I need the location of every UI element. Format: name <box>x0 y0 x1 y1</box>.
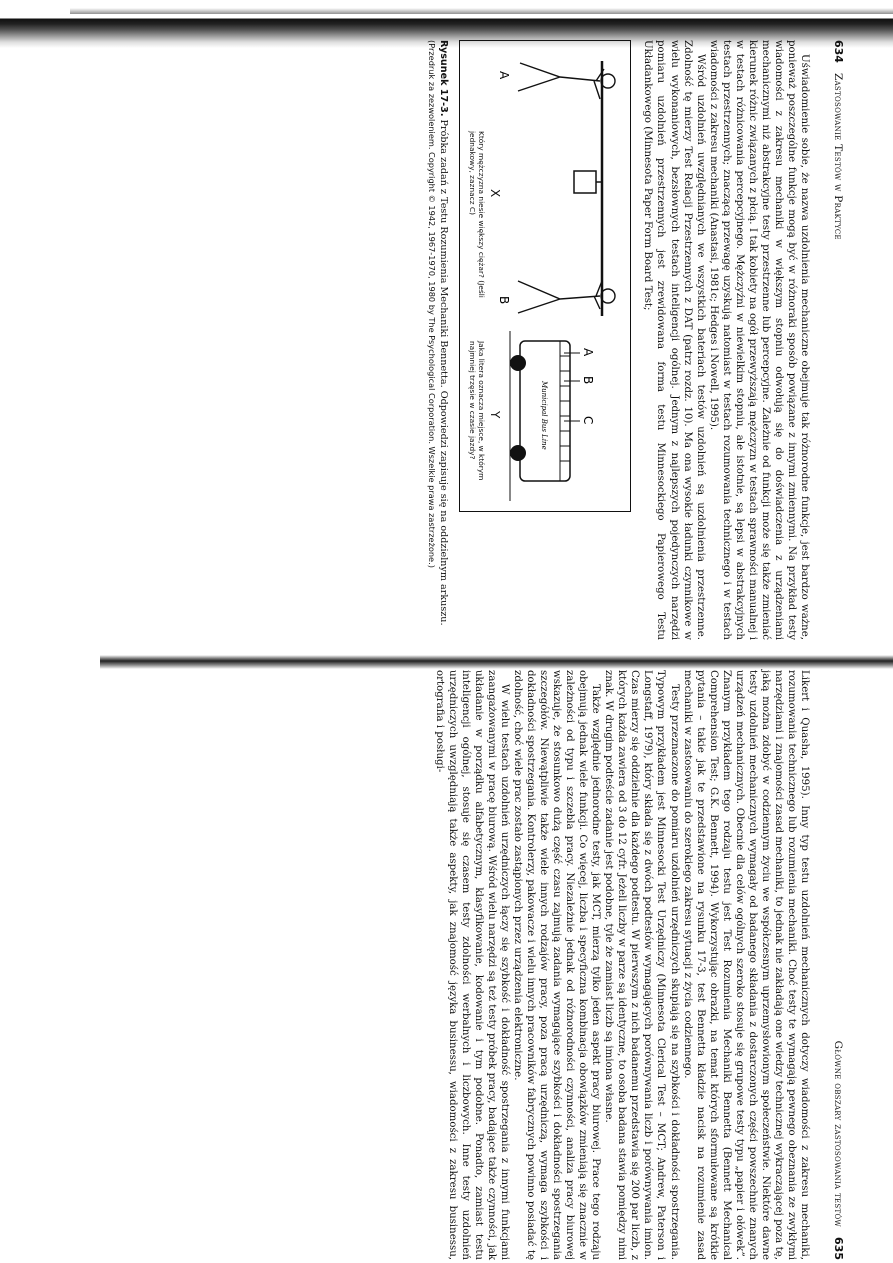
page-number: 635 <box>832 1237 845 1260</box>
figure-label: Rysunek 17-3. <box>438 40 450 117</box>
paragraph: Uświadomienie sobie, że nazwa uzdolnienia mechaniczne obejmuje tak różnorodne funkcje, jest bardzo ważne, ponieważ poszczególne funkcje mogą być w różnoraki sposób powiązane z innymi zmiennymi. Na przykład testy wiadomości z zakresu mechaniki w większym stopniu odwołują się do doświadczenia z urządzeniami mechanicznymi niż abstrakcyjne testy przestrzenne lub percepcyjne. Zależnie od funkcji może się także zmieniać kierunek różnic związanych z płcią. I tak kobiety na ogół przewyższają mężczyzn w testach sprawności manualnej i w testach różnicowania percepcyjnego. Mężczyźni w niewielkim stopniu, ale istotnie, są lepsi w abstrakcyjnych testach przestrzennych; znaczącą przewagę uzyskują natomiast w testach rozumowania technicznego i w testach wiadomości z zakresu mechaniki (Anastasi, 1981c; Hedges i Nowell, 1995). <box>707 40 810 640</box>
svg-text:A: A <box>497 71 512 80</box>
question-y-marker: Y <box>488 411 503 419</box>
svg-text:B: B <box>497 296 512 305</box>
page-634 <box>145 40 845 640</box>
figure-credit: (Przedruk za zezwoleniem. Copyright © 1942, 1967-1970, 1980 by The Psychological Corporation. Wszelkie prawa zastrzeżone.) <box>427 40 438 568</box>
paragraph: W wielu testach uzdolnień urzędniczych łączy się szybkość i dokładność spostrzegania z innymi funkcjami zaangażowanymi w pracę biurową. Wśród wielu narzędzi są też testy próbek pracy, badające także czynności, jak układanie w porządku alfabetycznym, klasyfikowanie, kodowanie i tym podobne. Ponadto, zamiast testu inteligencji ogólnej, stosuje się czasem testy zdolności werbalnych i liczbowych. Inne testy uzdolnień urzędniczych uwzględniają także aspekty, jak znajomość języka businessu, wiadomości z zakresu businessu, ortografia i posługi- <box>433 670 510 1260</box>
paragraph: Także względnie jednorodne testy, jak MCT, mierzą tylko jeden aspekt pracy biurowej. Prace tego rodzaju obejmują jednak wiele funkcji. Co więcej, liczba i specyficzna kombinacja obowiązków zmieniają się znacznie w zależności od typu i szczebla pracy. Niezależnie jednak od różnorodności czynności, analiza pracy biurowej wskazuje, że stosunkowo dużą część czasu zajmują zadania wymagające szybkości i dokładności spostrzegania szczegółów. Niewątpliwie także wiele innych rodzajów pracy, poza pracą urzędniczą, wymaga szybkości i dokładności spostrzegania. Kontrolerzy, pakowacze i wielu innych pracowników fabrycznych powinno posiadać tę zdolność, choć wiele prac zostało zastąpionych przez urządzenia elektroniczne. <box>511 670 602 1260</box>
running-head-title: Główne obszary zastosowania testów <box>832 1040 844 1228</box>
figure-caption <box>437 40 449 640</box>
svg-text:B: B <box>581 376 596 385</box>
running-head-title: Zastosowanie Testów w Praktyce <box>832 72 844 240</box>
svg-text:Municipal Bus Line: Municipal Bus Line <box>540 381 549 450</box>
running-head <box>827 40 845 640</box>
page-number: 634 <box>832 40 845 63</box>
running-head <box>827 670 845 1260</box>
figure-17-3 <box>459 40 631 512</box>
figure-caption-text: Próbka zadań z Testu Rozumienia Mechaniki Bennetta. Odpowiedzi zapisuje się na oddzielnym arkuszu. <box>438 119 450 626</box>
paragraph: Testy przeznaczone do pomiaru uzdolnień urzędniczych skupiają się na szybkości i dokładności spostrzegania. Typowym przykładem jest Minnesocki Test Urzędniczy (Minnesota Clerical Test – MCT; Andrew, Paterson i Longstaff, 1979), który składa się z dwóch podtestów wymagających porównywania liczb i porównywania imion. Czas mierzy się oddzielnie dla każdego podtestu. W pierwszym z nich badanemu przedstawia się 200 par liczb, z których każda zawiera od 3 do 12 cyfr. Jeżeli liczby w parze są identyczne, to osoba badana stawia pomiędzy nimi znak. W drugim podteście zadanie jest podobne, tyle że zamiast liczb są imiona własne. <box>603 670 680 1260</box>
page-635 <box>145 670 845 1260</box>
question-y-text: Jaka litera oznacza miejsce, w którym najmniej trzęsie w czasie jazdy? <box>468 341 487 481</box>
paragraph: Likert i Quasha, 1995). Inny typ testu uzdolnień mechanicznych dotyczy wiadomości z zakresu mechaniki, rozumowania technicznego lub rozumienia mechaniki. Choć testy te wymagają pewnego obeznania ze zwykłymi narzędziami i znajomości zasad mechaniki, to jednak nie zakładają one wiedzy technicznej wykraczającej poza tę, jaką można zdobyć w codziennym życiu we współczesnym uprzemysłowionym społeczeństwie. Niektóre dawne testy uzdolnień mechanicznych wymagały od badanego składania z dostarczonych części powszechnie znanych urządzeń mechanicznych. Obecnie dla celów ogólnych szeroko stosuje się grupowe testy typu „papier i ołówek”. Znanym przykładem tego rodzaju testu jest Test Rozumienia Mechaniki Bennetta (Bennett Mechanical Comprehension Test; G.K. Bennett, 1994). Wykorzystując obrazki, na temat których sformułowane są krótkie pytania – takie jak te przedstawione na rysunku 17-3, test Bennetta kładzie nacisk na rozumienie zasad mechaniki w zastosowaniu do szerokiego zakresu sytuacji z życia codziennego. <box>681 670 810 1260</box>
question-x-marker: X <box>488 189 503 198</box>
paragraph: Wśród uzdolnień uwzględnianych we wszystkich bateriach testów uzdolnień są uzdolnienia przestrzenne. Zdolność tę mierzy Test Relacji Przestrzennych z DAT (patrz rozdz. 10). Ma ona wysokie ładunki czynnikowe w wielu wykonaniowych, bezsłownych testach inteligencji ogólnej. Jednym z najlepszych pojedynczych narzędzi pomiaru uzdolnień przestrzennych jest zrewidowana forma testu Minnesockiego Papierowego Testu Układankowego (Minnesota Paper Form Board Test; <box>642 40 706 640</box>
book-gutter <box>100 655 893 669</box>
svg-text:A: A <box>581 348 596 357</box>
svg-text:C: C <box>581 416 596 425</box>
question-x-text: Który mężczyzna niesie większy ciężar? (Jeśli jednakowy, zaznacz C) <box>468 131 487 298</box>
